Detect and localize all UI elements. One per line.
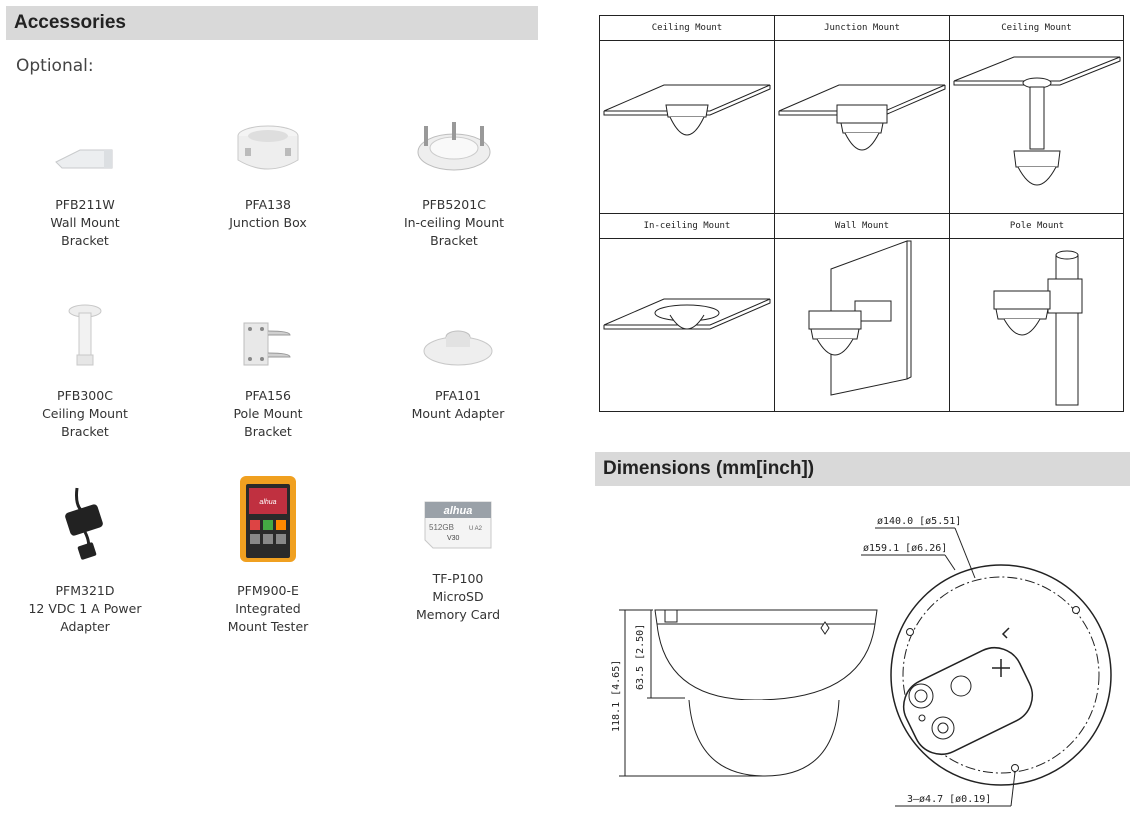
accessory-desc-2: Bracket — [61, 424, 109, 439]
accessory-item — [183, 299, 353, 441]
accessory-model: PFM321D — [55, 583, 115, 598]
ceiling-mount-drawing — [600, 41, 774, 213]
mount-caption: Pole Mount — [950, 214, 1124, 239]
accessories-header — [6, 6, 538, 40]
accessory-desc-1: In-ceiling Mount — [403, 215, 505, 230]
accessory-model: PFB300C — [57, 388, 113, 403]
accessory-desc-1: Mount Adapter — [411, 406, 505, 421]
accessory-model: PFA101 — [435, 388, 481, 403]
mount-cell-junction — [775, 16, 950, 214]
mount-caption: In-ceiling Mount — [600, 214, 774, 239]
sd-marks: U A2 — [469, 526, 483, 532]
accessory-model: PFM900-E — [237, 583, 299, 598]
accessory-model: PFB5201C — [422, 197, 486, 212]
in-ceiling-mount-drawing — [600, 239, 774, 411]
accessory-model: PFA156 — [245, 388, 291, 403]
mount-caption: Ceiling Mount — [950, 16, 1123, 41]
wall-mount-bracket-icon — [0, 108, 170, 178]
accessory-desc-1: Ceiling Mount — [42, 406, 128, 421]
power-adapter-icon — [0, 478, 170, 564]
accessory-desc-2: Bracket — [61, 233, 109, 248]
tester-brand: alhua — [259, 499, 277, 506]
mount-caption: Ceiling Mount — [600, 16, 774, 41]
dimensions-header — [595, 452, 1130, 486]
mount-cell-ceiling-pendant — [950, 16, 1124, 214]
accessory-model: TF-P100 — [432, 571, 484, 586]
accessory-model: PFB211W — [55, 197, 115, 212]
mount-cell-ceiling — [600, 16, 775, 214]
accessory-item — [183, 108, 353, 232]
accessory-desc-1: Junction Box — [229, 215, 307, 230]
mount-caption: Junction Mount — [775, 16, 949, 41]
pendant-mount-drawing — [950, 41, 1124, 213]
accessory-desc-2: Memory Card — [415, 607, 501, 622]
top-view-drawing — [861, 516, 1111, 806]
accessory-desc-1: Integrated — [235, 601, 301, 616]
sd-brand: alhua — [443, 505, 473, 517]
accessory-desc-1: Wall Mount — [50, 215, 120, 230]
junction-mount-drawing — [775, 41, 949, 213]
dim-holes: 3–ø4.7 [ø0.19] — [907, 794, 992, 805]
wall-mount-drawing — [775, 239, 949, 411]
mount-caption: Wall Mount — [775, 214, 949, 239]
microsd-card-icon — [373, 486, 543, 552]
accessory-desc-1: Pole Mount — [233, 406, 303, 421]
dimensions-title: Dimensions (mm[inch]) — [603, 458, 815, 479]
mount-tester-icon — [183, 474, 353, 564]
accessory-desc-2: Mount Tester — [227, 619, 309, 634]
accessory-item — [373, 299, 543, 423]
mount-options-grid — [599, 15, 1124, 412]
accessory-item — [369, 108, 539, 250]
accessory-item — [0, 478, 170, 636]
accessory-item — [0, 299, 170, 441]
sd-capacity: 512GB — [429, 523, 454, 532]
accessory-item — [0, 108, 170, 250]
accessory-desc-1: MicroSD — [432, 589, 484, 604]
mount-adapter-icon — [373, 299, 543, 369]
pole-mount-icon — [183, 299, 353, 369]
dimensions-drawing — [595, 500, 1135, 815]
ceiling-mount-icon — [0, 299, 170, 369]
dim-total-height: 118.1 [4.65] — [611, 659, 622, 732]
accessory-desc-2: Bracket — [430, 233, 478, 248]
accessory-model: PFA138 — [245, 197, 291, 212]
accessory-item — [183, 474, 353, 636]
in-ceiling-mount-icon — [369, 108, 539, 178]
dim-diameter-inner: ø140.0 [ø5.51] — [877, 516, 962, 527]
mount-cell-wall — [775, 214, 950, 411]
pole-mount-drawing — [950, 239, 1124, 411]
accessory-desc-2: Adapter — [60, 619, 110, 634]
dim-upper-height: 63.5 [2.50] — [635, 623, 646, 690]
accessories-title: Accessories — [14, 12, 126, 33]
sd-class: V30 — [447, 535, 460, 542]
dim-diameter-outer: ø159.1 [ø6.26] — [863, 543, 948, 554]
accessory-desc-2: Bracket — [244, 424, 292, 439]
side-view-drawing — [611, 610, 877, 776]
mount-cell-in-ceiling — [600, 214, 775, 411]
optional-label: Optional: — [16, 56, 94, 76]
accessory-desc-1: 12 VDC 1 A Power — [28, 601, 142, 616]
junction-box-icon — [183, 108, 353, 178]
mount-cell-pole — [950, 214, 1124, 411]
accessory-item — [373, 486, 543, 624]
